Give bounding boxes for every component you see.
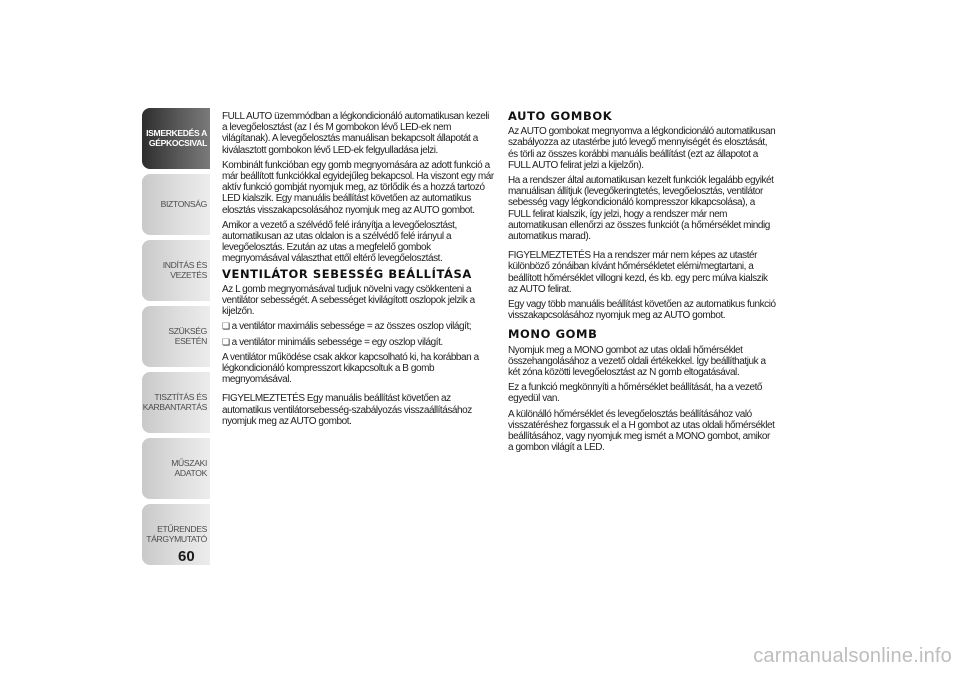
- paragraph: Nyomjuk meg a MONO gombot az utas oldali hőmérséklet összehangolásához a vezető oldali értékekkel. Így beállíthatjuk a két zóna közötti levegőelosztást az N gomb eltogatásával.: [508, 344, 766, 379]
- section-heading-ventilator: VENTILÁTOR SEBESSÉG BEÁLLÍTÁSA: [222, 266, 472, 281]
- tab-biztonsag[interactable]: [142, 174, 210, 235]
- tab-ismerkedes[interactable]: [142, 108, 210, 169]
- watermark-text: carmanualsonline.info: [753, 645, 952, 667]
- paragraph: FULL AUTO üzemmódban a légkondicionáló automatikusan kezeli a levegőelosztást (az I és M gombokon lévő LED-ek nem világítanak). A levegőelosztás manuálisan bekapcsolt állapotát a kiválasztott gombokon lévő LED-ek felgyulladása jelzi.: [222, 111, 489, 156]
- paragraph: A különálló hőmérséklet és levegőelosztás beállításához való visszatéréshez forgassuk el a H gombot az utas oldali hőmérséklet beállításához, vagy nyomjuk meg ismét a MONO gombot, amikor a gombon világít a LED.: [508, 408, 775, 454]
- tab-label: SZÜKSÉG ESETÉN: [168, 325, 207, 346]
- tab-label: ETŰRENDES TÁRGYMUTATÓ: [146, 523, 207, 544]
- section-heading-auto: AUTO GOMBOK: [508, 109, 613, 123]
- paragraph: Ha a rendszer által automatikusan kezelt funkciók legalább egyikét manuálisan állítjuk (levegőkeringtetés, levegőelosztás, ventilátor sebesség vagy légkondicionáló kompresszor kikapcsolása), a FULL felirat kialszik, így jelzi, hogy a rendszer már nem automatikusan ellenőrzi az összes funkciót (a hőmérséklet mindig automatikus marad).: [508, 175, 774, 243]
- paragraph: Az AUTO gombokat megnyomva a légkondicionáló automatikusan szabályozza az utastérbe jutó levegő mennyiségét és elosztását, és törli az összes korábbi manuális beállítást (ezt az állapotot a FULL AUTO felirat jelzi a kijelzőn).: [508, 126, 776, 171]
- tab-inditas-es-vezetes[interactable]: [142, 240, 210, 301]
- paragraph: Ez a funkció megkönnyíti a hőmérséklet beállítását, ha a vezető egyedül van.: [508, 382, 763, 405]
- tab-label: MŰSZAKI ADATOK: [171, 457, 207, 478]
- tab-tisztitas-es-karbantartas[interactable]: [142, 372, 210, 433]
- page-number: 60: [178, 548, 195, 565]
- tab-label: TISZTÍTÁS ÉS KARBANTARTÁS: [142, 391, 207, 412]
- tab-szukseg-eseten[interactable]: [142, 306, 210, 367]
- left-column: [222, 111, 494, 431]
- bullet-item: ❏ a ventilátor maximális sebessége = az összes oszlop világít;: [222, 321, 494, 332]
- tab-muszaki-adatok[interactable]: [142, 438, 210, 499]
- section-heading-mono: MONO GOMB: [508, 327, 598, 342]
- paragraph: Egy vagy több manuális beállítást követően az automatikus funkció visszakapcsolásához nyomjuk meg az AUTO gombot.: [508, 299, 776, 322]
- paragraph: Amikor a vezető a szélvédő felé irányítja a levegőelosztást, automatikusan az utas oldalon is a szélvédő felé irányul a levegőelosztás. Ezután az utas a megfelelő gombok megnyomásával választhat ettől eltérő levegőelosztást.: [222, 219, 457, 265]
- paragraph: Az L gomb megnyomásával tudjuk növelni vagy csökkenteni a ventilátor sebességét. A sebességet kivilágított oszlopok jelzik a kijelzőn.: [222, 283, 475, 318]
- tab-label: INDÍTÁS ÉS VEZETÉS: [162, 259, 207, 280]
- bullet-item: ❏ a ventilátor minimális sebessége = egy oszlop világít.: [222, 337, 494, 348]
- warning-paragraph: FIGYELMEZTETÉS Ha a rendszer már nem képes az utastér különböző zónáiban kívánt hőmérsékletet elérni/megtartani, a beállított hőmérséklet villogni kezd, és kb. egy perc múlva kialszik az AUTO felirat.: [508, 250, 768, 295]
- warning-paragraph: FIGYELMEZTETÉS Egy manuális beállítást követően az automatikus ventilátorsebesség-szabályozás visszaállításához nyomjuk meg az AUTO gombot.: [222, 393, 472, 427]
- paragraph: Kombinált funkcióban egy gomb megnyomására az adott funkció a már beállított funkciókkal egyidejűleg bekapcsol. Ha viszont egy már aktív funkció gombját nyomjuk meg, az törlődik és a hozzá tartozó LED kialszik. Egy manuális beállítást követően az automatikus elosztás visszakapcsolásához nyomjuk meg az AUTO gombot.: [222, 159, 494, 216]
- tab-label: BIZTONSÁG: [160, 198, 207, 209]
- tab-label: ISMERKEDÉS A GÉPKOCSIVAL: [146, 127, 207, 148]
- right-column: [508, 111, 776, 457]
- paragraph: A ventilátor működése csak akkor kapcsolható ki, ha korábban a légkondicionáló kompresszort kikapcsoltuk a B gomb megnyomásával.: [222, 351, 479, 386]
